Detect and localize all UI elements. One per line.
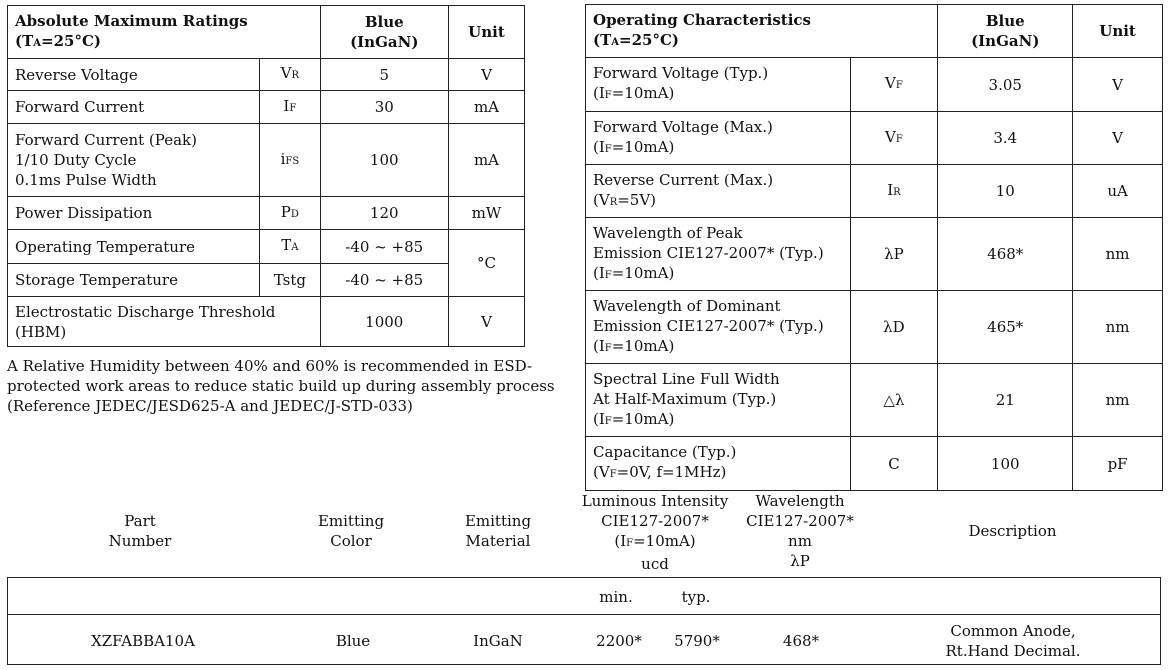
table-row: Reverse Voltage VR 5 V [8, 59, 525, 91]
luminous-typ: 5790* [674, 632, 720, 650]
abs-condition: (TA=25°C) [15, 31, 102, 50]
typ-label: typ. [681, 588, 711, 606]
op-title: Operating Characteristics [593, 10, 812, 29]
abs-title: Absolute Maximum Ratings [15, 11, 248, 30]
table-row: Wavelength of Dominant Emission CIE127-2007* (Typ.) (IF=10mA) λD 465* nm [586, 291, 1163, 364]
emitting-color: Blue [335, 632, 371, 650]
op-title-cell [586, 5, 938, 58]
wavelength-header: Wavelength CIE127-2007* nm λP [746, 492, 854, 570]
abs-unit-header: Unit [448, 6, 524, 59]
description-header: Description [968, 522, 1057, 540]
table-row: Operating Temperature TA -40 ~ +85 °C [8, 230, 525, 264]
op-condition: (TA=25°C) [593, 30, 680, 49]
luminous-intensity-header: Luminous Intensity CIE127-2007* (IF=10mA) ucd [581, 492, 729, 573]
table-row: Capacitance (Typ.) (VF=0V, f=1MHz) C 100 pF [586, 437, 1163, 491]
luminous-min: 2200* [596, 632, 642, 650]
abs-title-cell [8, 6, 321, 59]
emitting-material: InGaN [473, 632, 523, 650]
absolute-max-ratings-table [7, 5, 525, 347]
table-row: Reverse Current (Max.) (VR=5V) IR 10 uA [586, 165, 1163, 218]
row-divider [8, 614, 1160, 615]
op-blue-header: Blue (InGaN) [938, 5, 1073, 58]
table-row: Forward Voltage (Typ.) (IF=10mA) VF 3.05 V [586, 58, 1163, 112]
table-row: Electrostatic Discharge Threshold (HBM) 1000 V [8, 297, 525, 347]
table-row: Forward Current (Peak) 1/10 Duty Cycle 0.1ms Pulse Width iFS 100 mA [8, 124, 525, 197]
wavelength-value: 468* [782, 632, 820, 650]
operating-characteristics-table [585, 4, 1163, 491]
description: Common Anode, Rt.Hand Decimal. [945, 622, 1081, 660]
table-row: Storage Temperature Tstg -40 ~ +85 [8, 264, 525, 297]
emitting-material-header: Emitting Material [464, 512, 532, 550]
table-row: Power Dissipation PD 120 mW [8, 197, 525, 230]
min-label: min. [599, 588, 633, 606]
table-row: Forward Voltage (Max.) (IF=10mA) VF 3.4 V [586, 112, 1163, 165]
part-number: XZFABBA10A [91, 632, 195, 650]
table-row: Spectral Line Full Width At Half-Maximum (Typ.) (IF=10mA) △λ 21 nm [586, 364, 1163, 437]
emitting-color-header: Emitting Color [317, 512, 385, 550]
op-unit-header: Unit [1073, 5, 1163, 58]
part-listing-table [7, 577, 1161, 665]
table-row: Forward Current IF 30 mA [8, 91, 525, 124]
part-number-header: Part Number [108, 512, 172, 550]
table-row: Wavelength of Peak Emission CIE127-2007* (Typ.) (IF=10mA) λP 468* nm [586, 218, 1163, 291]
esd-note: A Relative Humidity between 40% and 60% is recommended in ESD-protected work areas to reduce static build up during assembly process (Reference JEDEC/JESD625-A and JEDEC/J-STD-033) [7, 357, 555, 415]
abs-blue-header: Blue (InGaN) [320, 6, 448, 59]
